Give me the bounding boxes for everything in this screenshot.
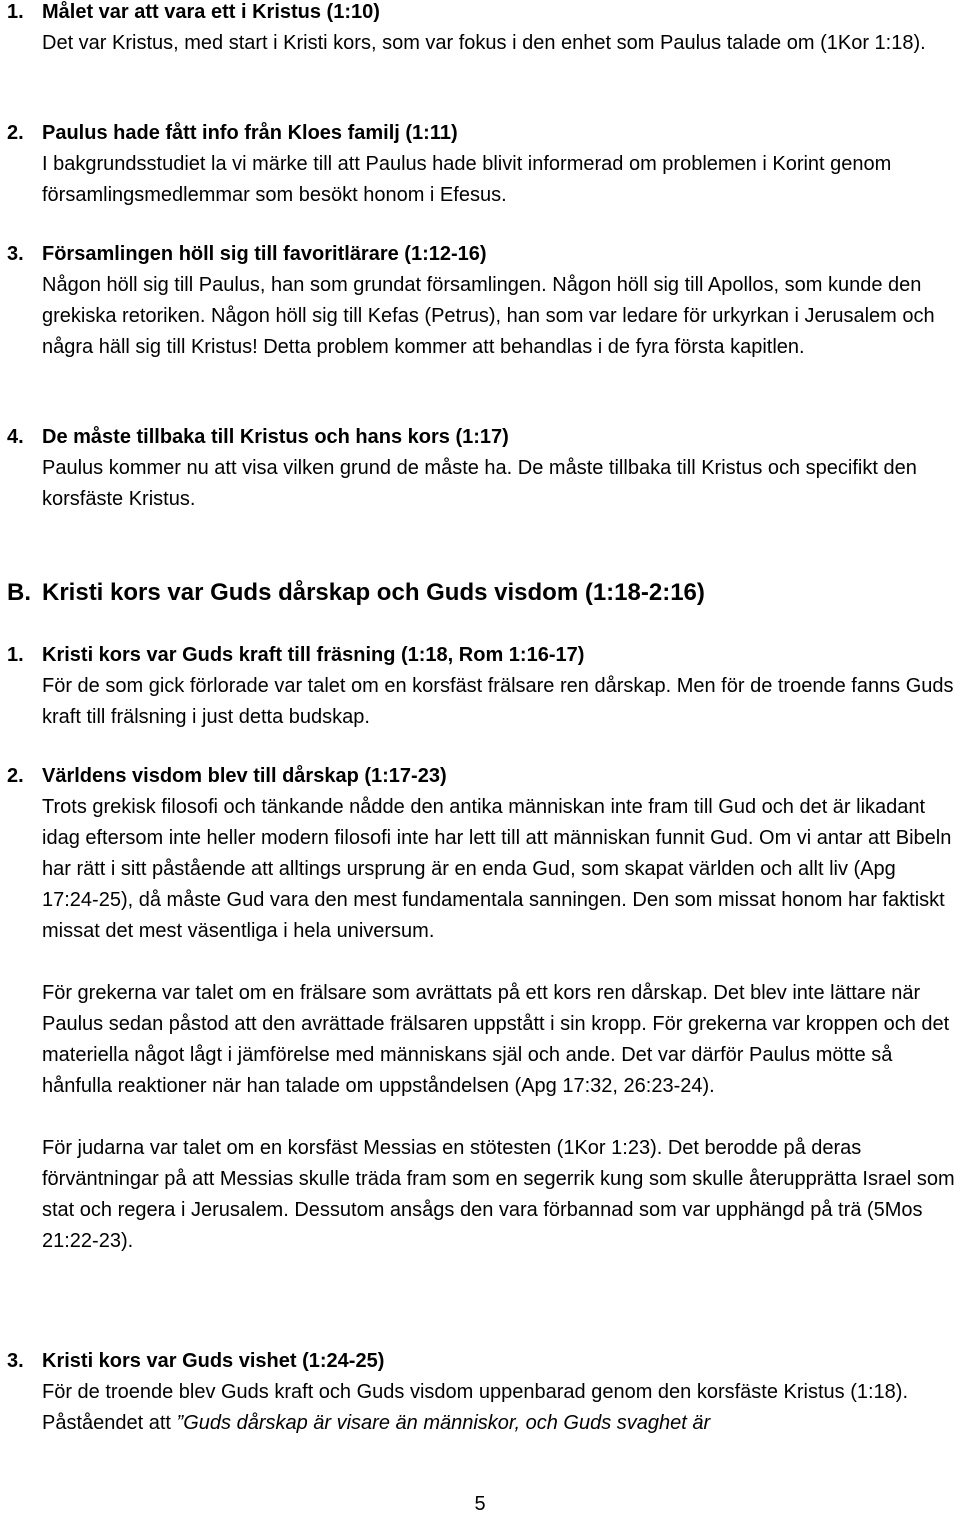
list-item xyxy=(0,422,960,515)
list-item xyxy=(0,0,960,59)
item-number: 3. xyxy=(7,1350,24,1372)
item-body: Det var Kristus, med start i Kristi kors, som var fokus i den enhet som Paulus talade om (1Kor 1:18). xyxy=(42,32,926,54)
item-heading: Världens visdom blev till dårskap (1:17-23) xyxy=(42,765,447,787)
list-item xyxy=(0,640,960,733)
item-number: 3. xyxy=(7,243,24,265)
item-body: I bakgrundsstudiet la vi märke till att Paulus hade blivit informerad om problemen i Korint genom församlingsmedlemmar som besökt honom i Efesus. xyxy=(42,153,892,206)
item-number: 2. xyxy=(7,122,24,144)
section-title: Kristi kors var Guds dårskap och Guds visdom (1:18-2:16) xyxy=(42,579,705,606)
item-number: 1. xyxy=(7,1,24,23)
item-body: Paulus kommer nu att visa vilken grund de måste ha. De måste tillbaka till Kristus och specifikt den korsfäste Kristus. xyxy=(42,457,917,510)
item-number: 2. xyxy=(7,765,24,787)
item-paragraph: För judarna var talet om en korsfäst Messias en stötesten (1Kor 1:23). Det berodde på deras förväntningar på att Messias skulle träda fram som en segerrik kung som skulle återupprätta Israel som stat och regera i Jerusalem. Dessutom ansågs den vara förbannad som var upphängd på trä (5Mos 21:22-23). xyxy=(42,1137,955,1252)
list-item xyxy=(0,1346,960,1439)
item-body xyxy=(42,1377,958,1439)
item-heading: Kristi kors var Guds kraft till fräsning (1:18, Rom 1:16-17) xyxy=(42,644,585,666)
body-text: För de troende blev Guds kraft och Guds visdom uppenbarad genom den korsfäste Kristus (1:18). Påståendet att xyxy=(42,1381,909,1434)
quote-text: ”Guds dårskap är visare än människor, och Guds svaghet är xyxy=(176,1412,711,1434)
list-item xyxy=(0,118,960,211)
item-body: För de som gick förlorade var talet om en korsfäst frälsare ren dårskap. Men för de troende fanns Guds kraft till frälsning i just detta budskap. xyxy=(42,675,954,728)
item-number: 4. xyxy=(7,426,24,448)
page-number: 5 xyxy=(474,1493,486,1515)
item-heading: Församlingen höll sig till favoritlärare (1:12-16) xyxy=(42,243,487,265)
list-item xyxy=(0,239,960,363)
item-body: Någon höll sig till Paulus, han som grundat församlingen. Någon höll sig till Apollos, som kunde den grekiska retoriken. Någon höll sig till Kefas (Petrus), han som var ledare för urkyrkan i Jerusalem och några häll sig till Kristus! Detta problem kommer att behandlas i de fyra första kapitlen. xyxy=(42,274,935,358)
item-paragraph: Trots grekisk filosofi och tänkande nådde den antika människan inte fram till Gud och det är likadant idag eftersom inte heller modern filosofi inte har lett till att människan funnit Gud. Om vi antar att Bibeln har rätt i sitt påstående att alltings ursprung är en enda Gud, som skapat världen och allt liv (Apg 17:24-25), då måste Gud vara den mest fundamentala sanningen. Den som missat honom har faktiskt missat det mest väsentliga i hela universum. xyxy=(42,796,952,942)
item-heading: Kristi kors var Guds vishet (1:24-25) xyxy=(42,1350,385,1372)
section-letter: B. xyxy=(7,579,31,606)
item-heading: De måste tillbaka till Kristus och hans kors (1:17) xyxy=(42,426,509,448)
list-item xyxy=(0,761,960,1257)
item-paragraph: För grekerna var talet om en frälsare som avrättats på ett kors ren dårskap. Det blev inte lättare när Paulus sedan påstod att den avrättade frälsaren uppstått i sin kropp. För grekerna var kroppen och det materiella något lågt i jämförelse med människans själ och ande. Det var därför Paulus mötte så hånfulla reaktioner när han talade om uppståndelsen (Apg 17:32, 26:23-24). xyxy=(42,982,950,1097)
item-number: 1. xyxy=(7,644,24,666)
item-heading: Målet var att vara ett i Kristus (1:10) xyxy=(42,1,380,23)
item-heading: Paulus hade fått info från Kloes familj (1:11) xyxy=(42,122,458,144)
